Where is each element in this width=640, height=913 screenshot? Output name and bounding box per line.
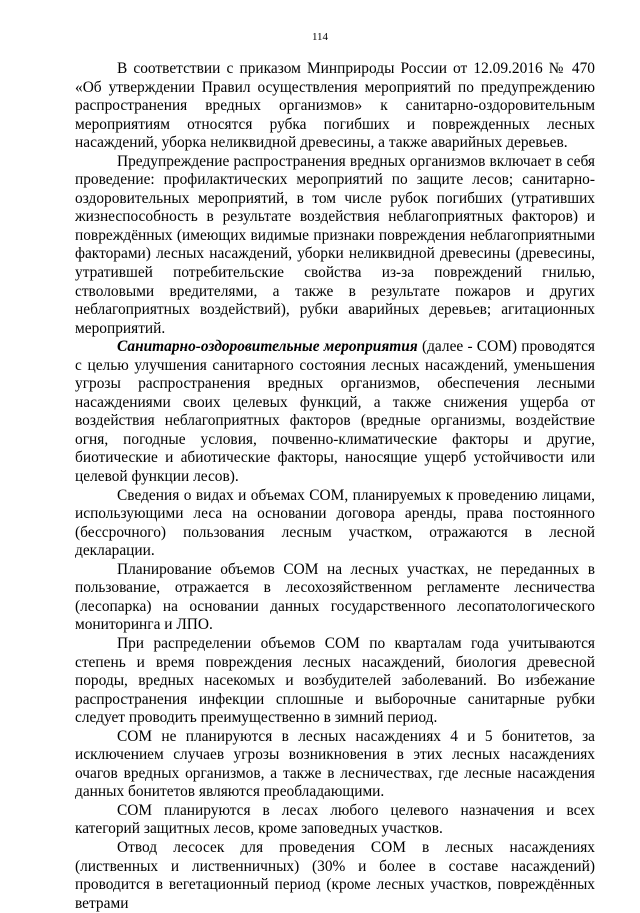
paragraph-6: При распределении объемов СОМ по кварталам года учитываются степень и время повреждения лесных насаждений, биология древесной породы, вредных насекомых и возбудителей заболеваний. Во избежание распространения инфекции сплошные и выборочные санитарные рубки следует проводить преимущественно в зимний период.	[75, 634, 595, 727]
paragraph-3-body: (далее - СОМ) проводятся с целью улучшения санитарного состояния лесных насаждений, уменьшения угрозы распространения вредных организмов, обеспечения лесными насаждениями своих целевых функций, а также снижения ущерба от воздействия неблагоприятных факторов (вредные организмы, воздействие огня, погодные условия, почвенно-климатические факторы и другие, биотические и абиотические факторы, наносящие ущерб устойчивости или целевой функции лесов).	[75, 338, 595, 486]
paragraph-2: Предупреждение распространения вредных организмов включает в себя проведение: профилактических мероприятий по защите лесов; санитарно-оздоровительных мероприятий, в том числе рубок погибших (утративших жизнеспособность в результате воздействия неблагоприятных факторов) и повреждённых (имеющих видимые признаки повреждения неблагоприятными факторами) лесных насаждений, уборки неликвидной древесины (древесины, утратившей потребительские свойства из-за повреждений гнилью, стволовыми вредителями, а также в результате пожаров и других неблагоприятных воздействий), рубки аварийных деревьев; агитационных мероприятий.	[75, 152, 595, 337]
page-number: 114	[311, 31, 329, 43]
document-body	[75, 60, 595, 913]
paragraph-5: Планирование объемов СОМ на лесных участках, не переданных в пользование, отражается в лесохозяйственном регламенте лесничества (лесопарка) на основании данных государственного лесопатологического мониторинга и ЛПО.	[75, 560, 595, 634]
paragraph-4: Сведения о видах и объемах СОМ, планируемых к проведению лицами, использующими леса на основании договора аренды, права постоянного (бессрочного) пользования лесным участком, отражаются в лесной декларации.	[75, 486, 595, 560]
paragraph-9: Отвод лесосек для проведения СОМ в лесных насаждениях (лиственных и лиственничных) (30% и более в составе насаждений) проводится в вегетационный период (кроме лесных участков, повреждённых ветрами	[75, 838, 595, 912]
paragraph-7: СОМ не планируются в лесных насаждениях 4 и 5 бонитетов, за исключением случаев угрозы возникновения в этих лесных насаждениях очагов вредных организмов, а также в лесничествах, где лесные насаждения данных бонитетов являются преобладающими.	[75, 727, 595, 801]
paragraph-3	[75, 338, 595, 486]
paragraph-8: СОМ планируются в лесах любого целевого назначения и всех категорий защитных лесов, кроме заповедных участков.	[75, 801, 595, 838]
paragraph-3-lead-term: Санитарно-оздоровительные мероприятия	[117, 338, 418, 356]
paragraph-1: В соответствии с приказом Минприроды России от 12.09.2016 № 470 «Об утверждении Правил осуществления мероприятий по предупреждению распространения вредных организмов» к санитарно-оздоровительным мероприятиям относятся рубка погибших и поврежденных лесных насаждений, уборка неликвидной древесины, а также аварийных деревьев.	[75, 60, 595, 152]
